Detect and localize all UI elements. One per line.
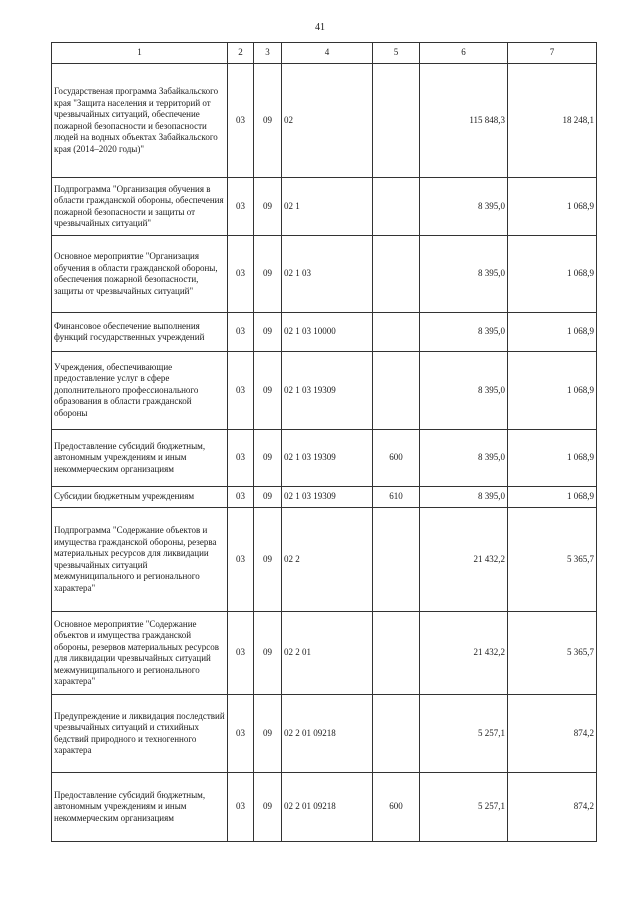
row-subsection-cell: 09: [254, 313, 282, 352]
table-header-row: [52, 43, 597, 64]
row-target-article-cell: 02 2 01 09218: [282, 773, 373, 842]
row-amount-cell: 8 395,0: [420, 430, 508, 487]
row-section-cell: 03: [228, 487, 254, 508]
row-amount-cell: 21 432,2: [420, 508, 508, 612]
row-section-cell: 03: [228, 313, 254, 352]
column-header: 5: [373, 43, 420, 64]
row-amount-cell: 8 395,0: [420, 487, 508, 508]
row-amount-cell: 18 248,1: [508, 64, 597, 178]
row-subsection-cell: 09: [254, 178, 282, 236]
row-target-article-cell: 02 1 03: [282, 236, 373, 313]
row-section-cell: 03: [228, 64, 254, 178]
row-expense-type-cell: [373, 313, 420, 352]
row-section-cell: 03: [228, 773, 254, 842]
row-expense-type-cell: [373, 64, 420, 178]
row-section-cell: 03: [228, 352, 254, 430]
row-target-article-cell: 02 1 03 10000: [282, 313, 373, 352]
row-expense-type-cell: [373, 352, 420, 430]
row-amount-cell: 8 395,0: [420, 236, 508, 313]
row-name-cell: Основное мероприятие "Содержание объектов и имущества гражданской обороны, резервов материальных ресурсов для ликвидации чрезвычайных ситуаций межмуниципального и регионального характера": [52, 612, 228, 695]
row-name-cell: Предоставление субсидий бюджетным, автономным учреждениям и иным некоммерческим организациям: [52, 430, 228, 487]
row-expense-type-cell: [373, 178, 420, 236]
row-expense-type-cell: [373, 612, 420, 695]
column-header: 1: [52, 43, 228, 64]
row-amount-cell: 1 068,9: [508, 352, 597, 430]
row-expense-type-cell: 610: [373, 487, 420, 508]
row-amount-cell: 5 365,7: [508, 612, 597, 695]
row-section-cell: 03: [228, 695, 254, 773]
column-header: 3: [254, 43, 282, 64]
row-target-article-cell: 02 1: [282, 178, 373, 236]
row-target-article-cell: 02 1 03 19309: [282, 430, 373, 487]
row-amount-cell: 8 395,0: [420, 313, 508, 352]
row-name-cell: Предоставление субсидий бюджетным, автономным учреждениям и иным некоммерческим организациям: [52, 773, 228, 842]
table-row: [52, 773, 597, 842]
row-subsection-cell: 09: [254, 236, 282, 313]
row-expense-type-cell: 600: [373, 430, 420, 487]
row-amount-cell: 21 432,2: [420, 612, 508, 695]
row-target-article-cell: 02: [282, 64, 373, 178]
row-target-article-cell: 02 1 03 19309: [282, 352, 373, 430]
table-row: [52, 64, 597, 178]
row-amount-cell: 5 257,1: [420, 695, 508, 773]
row-amount-cell: 5 365,7: [508, 508, 597, 612]
row-subsection-cell: 09: [254, 612, 282, 695]
table-row: [52, 430, 597, 487]
row-target-article-cell: 02 2 01 09218: [282, 695, 373, 773]
row-name-cell: Подпрограмма "Содержание объектов и имущества гражданской обороны, резерва материальных ресурсов для ликвидации чрезвычайных ситуаций межмуниципального и регионального характера": [52, 508, 228, 612]
row-name-cell: Государственая программа Забайкальского края "Защита населения и территорий от чрезвычайных ситуаций, обеспечение пожарной безопасности и безопасности людей на водных объектах Забайкальского края (2014–2020 годы)": [52, 64, 228, 178]
column-header: 6: [420, 43, 508, 64]
table-row: [52, 352, 597, 430]
row-name-cell: Предупреждение и ликвидация последствий чрезвычайных ситуаций и стихийных бедствий природного и техногенного характера: [52, 695, 228, 773]
row-subsection-cell: 09: [254, 64, 282, 178]
row-section-cell: 03: [228, 178, 254, 236]
row-amount-cell: 874,2: [508, 695, 597, 773]
row-amount-cell: 1 068,9: [508, 236, 597, 313]
row-expense-type-cell: [373, 236, 420, 313]
row-subsection-cell: 09: [254, 773, 282, 842]
row-subsection-cell: 09: [254, 508, 282, 612]
table-row: [52, 695, 597, 773]
row-name-cell: Субсидии бюджетным учреждениям: [52, 487, 228, 508]
row-target-article-cell: 02 2: [282, 508, 373, 612]
row-amount-cell: 8 395,0: [420, 352, 508, 430]
column-header: 7: [508, 43, 597, 64]
row-name-cell: Основное мероприятие "Организация обучения в области гражданской обороны, обеспечения пожарной безопасности, защиты от чрезвычайных ситуаций": [52, 236, 228, 313]
row-name-cell: Финансовое обеспечение выполнения функций государственных учреждений: [52, 313, 228, 352]
row-target-article-cell: 02 2 01: [282, 612, 373, 695]
column-header: 2: [228, 43, 254, 64]
table-row: [52, 612, 597, 695]
table-row: [52, 178, 597, 236]
table-row: [52, 487, 597, 508]
row-amount-cell: 1 068,9: [508, 487, 597, 508]
row-amount-cell: 115 848,3: [420, 64, 508, 178]
row-expense-type-cell: [373, 695, 420, 773]
row-amount-cell: 874,2: [508, 773, 597, 842]
row-name-cell: Учреждения, обеспечивающие предоставление услуг в сфере дополнительного профессионального образования в области гражданской обороны: [52, 352, 228, 430]
row-amount-cell: 1 068,9: [508, 178, 597, 236]
row-section-cell: 03: [228, 430, 254, 487]
row-amount-cell: 8 395,0: [420, 178, 508, 236]
column-header: 4: [282, 43, 373, 64]
row-name-cell: Подпрограмма "Организация обучения в области гражданской обороны, обеспечения пожарной безопасности и защиты от чрезвычайных ситуаций": [52, 178, 228, 236]
budget-table: [51, 42, 597, 842]
row-amount-cell: 1 068,9: [508, 313, 597, 352]
table-row: [52, 313, 597, 352]
row-section-cell: 03: [228, 612, 254, 695]
row-subsection-cell: 09: [254, 695, 282, 773]
row-subsection-cell: 09: [254, 352, 282, 430]
row-target-article-cell: 02 1 03 19309: [282, 487, 373, 508]
page-number: 41: [315, 22, 325, 33]
row-expense-type-cell: [373, 508, 420, 612]
row-expense-type-cell: 600: [373, 773, 420, 842]
table-row: [52, 508, 597, 612]
row-amount-cell: 1 068,9: [508, 430, 597, 487]
row-subsection-cell: 09: [254, 430, 282, 487]
row-amount-cell: 5 257,1: [420, 773, 508, 842]
row-subsection-cell: 09: [254, 487, 282, 508]
row-section-cell: 03: [228, 508, 254, 612]
row-section-cell: 03: [228, 236, 254, 313]
table-row: [52, 236, 597, 313]
